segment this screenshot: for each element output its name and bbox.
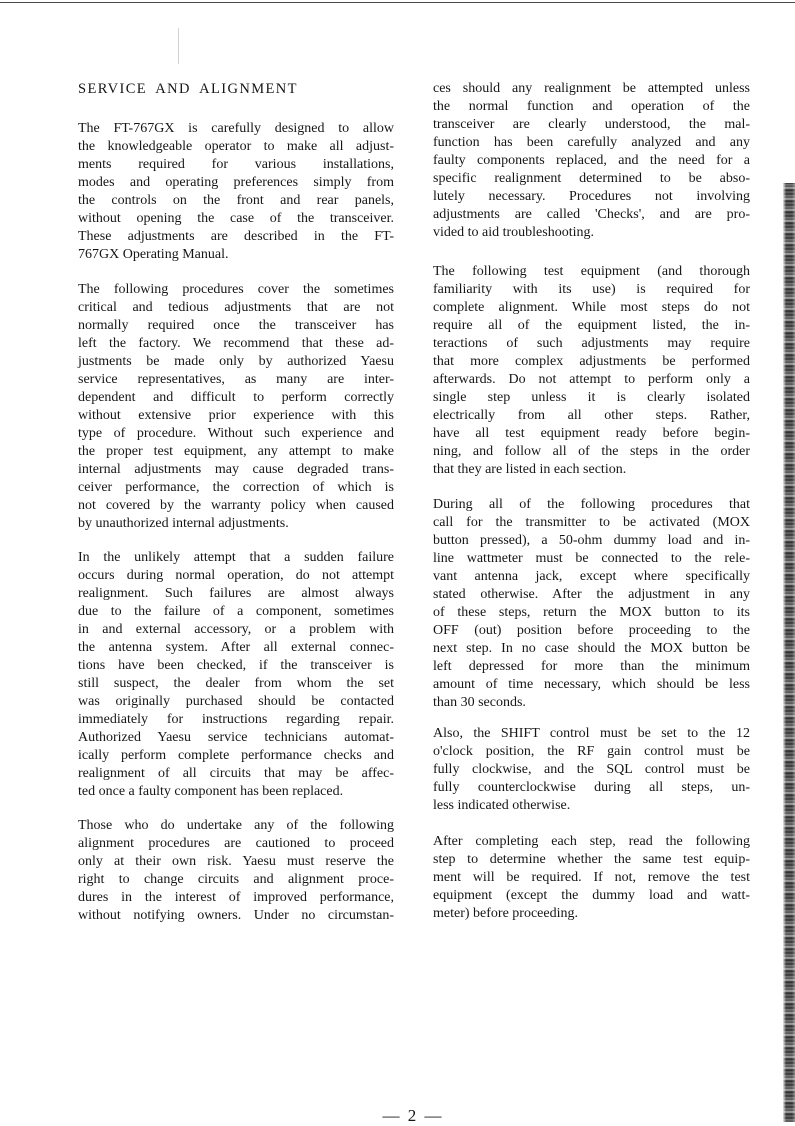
text-line: next step. In no case should the MOX button be: [433, 641, 750, 656]
page-number: — 2 —: [382, 1106, 444, 1125]
paragraph-transmitter: [433, 496, 750, 712]
text-line: faulty components replaced, and the need for a: [433, 153, 750, 168]
paragraph-risk: [78, 817, 394, 925]
text-line: the normal function and operation of the: [433, 99, 750, 114]
text-line: only at their own risk. Yaesu must reserve the: [78, 854, 394, 869]
text-line: realignment. Such failures are almost always: [78, 586, 394, 601]
paragraph-intro: [78, 120, 394, 264]
text-line: ments required for various installations,: [78, 157, 394, 172]
paragraph-after-each-step: [433, 833, 750, 923]
text-line: line wattmeter must be connected to the rele-: [433, 551, 750, 566]
text-line: 767GX Operating Manual.: [78, 247, 229, 262]
text-line: OFF (out) position before proceeding to the: [433, 623, 750, 638]
text-line: service representatives, as many are inter-: [78, 372, 394, 387]
text-line: amount of time necessary, which should be less: [433, 677, 750, 692]
text-line: right to change circuits and alignment proce-: [78, 872, 394, 887]
text-line: The FT-767GX is carefully designed to allow: [78, 121, 394, 136]
text-line: left the factory. We recommend that these ad-: [78, 336, 394, 351]
text-line: justments be made only by authorized Yaesu: [78, 354, 394, 369]
text-line: the proper test equipment, any attempt to make: [78, 444, 394, 459]
text-line: dependent and difficult to perform correctly: [78, 390, 394, 405]
text-line: require all of the equipment listed, the in-: [433, 318, 750, 333]
paragraph-risk-continued: [433, 80, 750, 242]
text-line: meter) before proceeding.: [433, 906, 578, 921]
paragraph-controls: [433, 725, 750, 815]
text-line: the controls on the front and rear panels,: [78, 193, 394, 208]
text-line: immediately for instructions regarding repair.: [78, 712, 394, 727]
paragraph-procedures-warning: [78, 281, 394, 533]
text-line: without notifying owners. Under no circumstan-: [78, 908, 394, 923]
text-line: due to the failure of a component, sometimes: [78, 604, 394, 619]
paragraph-failure: [78, 549, 394, 801]
text-line: alignment procedures are cautioned to proceed: [78, 836, 394, 851]
text-line: ceiver performance, the correction of which is: [78, 480, 394, 495]
text-line: the antenna system. After all external connec-: [78, 640, 394, 655]
text-line: In the unlikely attempt that a sudden failure: [78, 550, 394, 565]
text-line: Also, the SHIFT control must be set to the 12: [433, 726, 750, 741]
text-line: was originally purchased should be contacted: [78, 694, 394, 709]
paragraph-test-equipment: [433, 263, 750, 479]
text-line: that they are listed in each section.: [433, 462, 627, 477]
text-line: equipment (except the dummy load and watt-: [433, 888, 750, 903]
text-line: ted once a faulty component has been replaced.: [78, 784, 344, 799]
text-line: single step unless it is clearly isolated: [433, 390, 750, 405]
text-line: type of procedure. Without such experience and: [78, 426, 394, 441]
text-line: fully counterclockwise during all steps, un-: [433, 780, 750, 795]
text-line: Those who do undertake any of the following: [78, 818, 394, 833]
text-line: The following procedures cover the sometimes: [78, 282, 394, 297]
text-line: than 30 seconds.: [433, 695, 526, 710]
text-line: realignment of all circuits that may be affec-: [78, 766, 394, 781]
text-line: have all test equipment ready before begin-: [433, 426, 750, 441]
text-line: critical and tedious adjustments that are not: [78, 300, 394, 315]
text-line: specific realignment determined to be abso-: [433, 171, 750, 186]
text-line: left depressed for more than the minimum: [433, 659, 750, 674]
text-line: electrically from all other steps. Rather,: [433, 408, 750, 423]
text-line: o'clock position, the RF gain control must be: [433, 744, 750, 759]
text-line: After completing each step, read the following: [433, 834, 750, 849]
text-line: During all of the following procedures that: [433, 497, 750, 512]
text-line: ces should any realignment be attempted unless: [433, 81, 750, 96]
text-line: complete alignment. While most steps do not: [433, 300, 750, 315]
scan-artifact-mark: [178, 28, 179, 64]
text-line: ning, and follow all of the steps in the order: [433, 444, 750, 459]
text-line: that more complex adjustments be performed: [433, 354, 750, 369]
text-line: ically perform complete performance checks and: [78, 748, 394, 763]
text-line: transceiver are clearly understood, the mal-: [433, 117, 750, 132]
text-line: not covered by the warranty policy when caused: [78, 498, 394, 513]
text-line: ment will be required. If not, remove the test: [433, 870, 750, 885]
text-line: These adjustments are described in the FT-: [78, 229, 394, 244]
text-line: The following test equipment (and thorough: [433, 264, 750, 279]
text-line: without extensive prior experience with this: [78, 408, 394, 423]
text-line: vided to aid troubleshooting.: [433, 225, 594, 240]
text-line: adjustments are called 'Checks', and are pro-: [433, 207, 750, 222]
text-line: function has been carefully analyzed and any: [433, 135, 750, 150]
text-line: Authorized Yaesu service technicians automat-: [78, 730, 394, 745]
text-line: dures in the interest of improved performance,: [78, 890, 394, 905]
text-line: of these steps, return the MOX button to its: [433, 605, 750, 620]
text-line: by unauthorized internal adjustments.: [78, 516, 289, 531]
text-line: internal adjustments may cause degraded trans-: [78, 462, 394, 477]
text-line: button pressed), a 50-ohm dummy load and in-: [433, 533, 750, 548]
text-line: modes and operating preferences simply from: [78, 175, 394, 190]
text-line: occurs during normal operation, do not attempt: [78, 568, 394, 583]
text-line: afterwards. Do not attempt to perform only a: [433, 372, 750, 387]
text-line: familiarity with its use) is required for: [433, 282, 750, 297]
text-line: teractions of such adjustments may require: [433, 336, 750, 351]
text-line: fully clockwise, and the SQL control must be: [433, 762, 750, 777]
text-line: less indicated otherwise.: [433, 798, 571, 813]
text-line: step to determine whether the same test equip-: [433, 852, 750, 867]
scan-binding-edge: [783, 183, 795, 1122]
section-heading: SERVICE AND ALIGNMENT: [78, 81, 298, 97]
text-line: without opening the case of the transceiver.: [78, 211, 394, 226]
text-line: vant antenna jack, except where specifically: [433, 569, 750, 584]
text-line: normally required once the transceiver has: [78, 318, 394, 333]
text-line: still suspect, the dealer from whom the set: [78, 676, 394, 691]
text-line: lutely necessary. Procedures not involving: [433, 189, 750, 204]
text-line: tions have been checked, if the transceiver is: [78, 658, 394, 673]
text-line: the knowledgeable operator to make all adjust-: [78, 139, 394, 154]
text-line: call for the transmitter to be activated (MOX: [433, 515, 750, 530]
page-top-rule: [0, 2, 795, 3]
text-line: in and external accessory, or a problem with: [78, 622, 394, 637]
text-line: stated otherwise. After the adjustment in any: [433, 587, 750, 602]
